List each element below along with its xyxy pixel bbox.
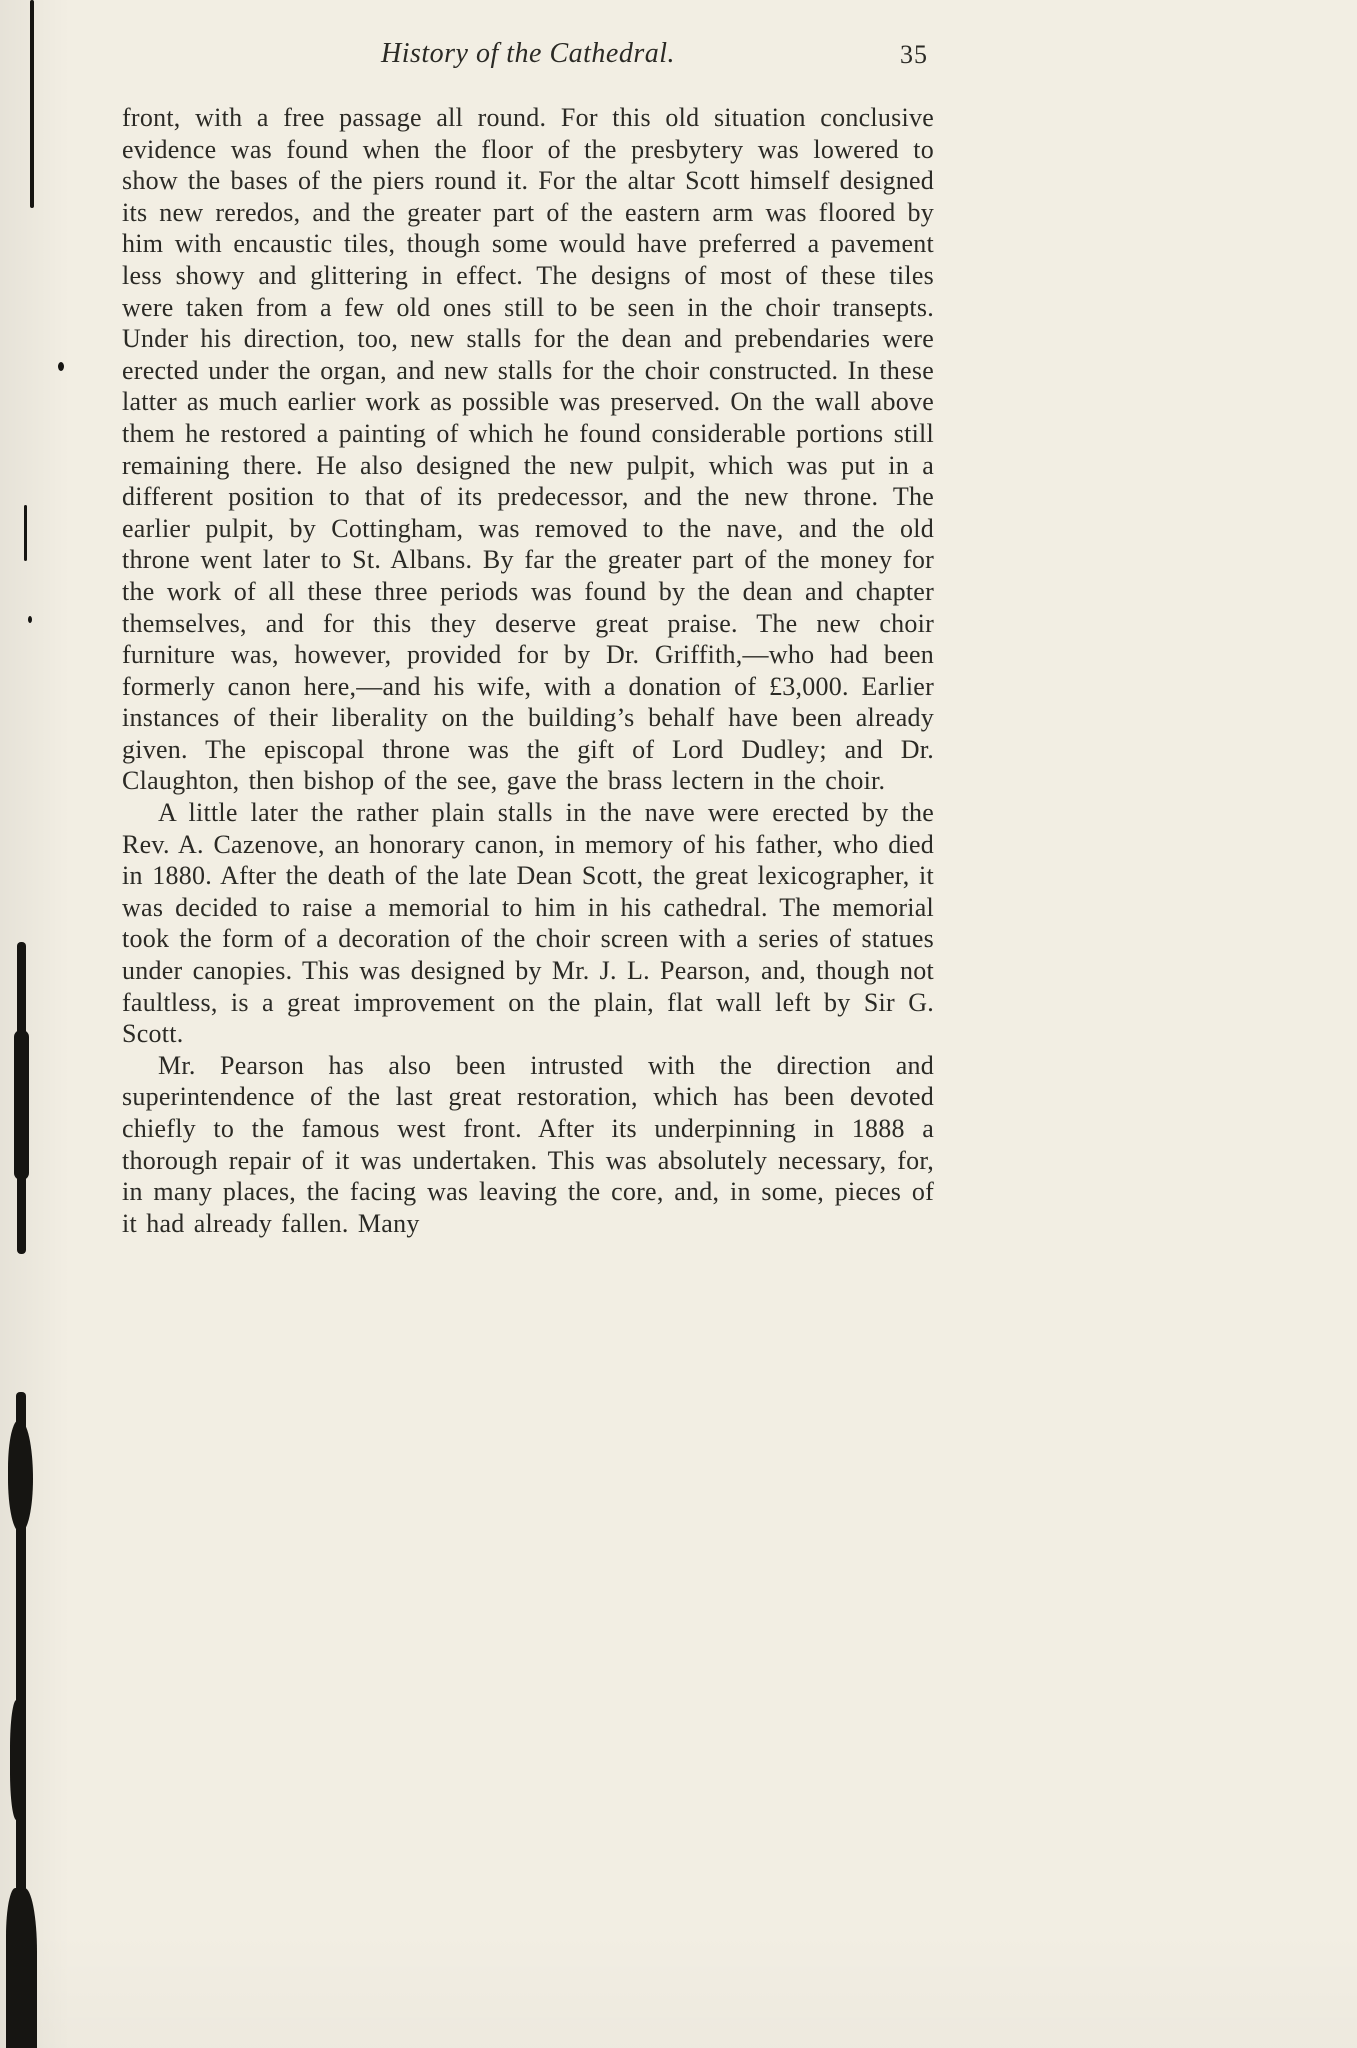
scan-artifact-dot: [58, 362, 64, 371]
scan-artifact-line-top: [30, 0, 34, 208]
scan-artifact-blob: [8, 1420, 33, 1532]
running-header-title: History of the Cathedral.: [380, 38, 676, 69]
scan-artifact-line-mid: [24, 505, 27, 561]
paragraph: front, with a free passage all round. For this old situation conclusive evidence was found when the floor of the presbytery was lowered to show the bases of the piers round it. For the altar Scott himself designed its new reredos, and the greater part of the eastern arm was floored by him with encaustic tiles, though some would have preferred a pavement less showy and glittering in effect. The designs of most of these tiles were taken from a few old ones still to be seen in the choir transepts. Under his direction, too, new stalls for the dean and prebendaries were erected under the organ, and new stalls for the choir constructed. In these latter as much earlier work as possible was preserved. On the wall above them he restored a painting of which he found considerable portions still remaining there. He also designed the new pulpit, which was put in a different position to that of its predecessor, and the new throne. The earlier pulpit, by Cottingham, was removed to the nave, and the old throne went later to St. Albans. By far the greater part of the money for the work of all these three periods was found by the dean and chapter themselves, and for this they deserve great praise. The new choir furniture was, however, provided for by Dr. Griffith,—who had been formerly canon here,—and his wife, with a donation of £3,000. Earlier instances of their liberality on the building’s behalf have been already given. The episcopal throne was the gift of Lord Dudley; and Dr. Claughton, then bishop of the see, gave the brass lectern in the choir.: [122, 103, 934, 796]
page-number: 35: [900, 40, 928, 69]
paragraph: Mr. Pearson has also been intrusted with the direction and superintendence of the last great restoration, which has been devoted chiefly to the famous west front. After its underpinning in 1888 a thorough repair of it was undertaken. This was absolutely necessary, for, in many places, the facing was leaving the core, and, in some, pieces of it had already fallen. Many: [122, 1050, 934, 1238]
text-column: [122, 38, 934, 1239]
scan-artifact-bar-mid: [14, 1030, 29, 1180]
scan-artifact-dot: [28, 616, 32, 623]
running-header: [122, 38, 934, 78]
paragraph: A little later the rather plain stalls in the nave were erected by the Rev. A. Cazenove, an honorary canon, in memory of his father, who died in 1880. After the death of the late Dean Scott, the great lexicographer, it was decided to raise a memorial to him in his cathedral. The memorial took the form of a decoration of the choir screen with a series of statues under canopies. This was designed by Mr. J. L. Pearson, and, though not faultless, is a great improvement on the plain, flat wall left by Sir G. Scott.: [122, 798, 934, 1049]
scan-artifact-blob: [10, 1700, 26, 1820]
scan-artifact-blob: [6, 1888, 37, 2048]
body-text: [122, 102, 934, 1239]
